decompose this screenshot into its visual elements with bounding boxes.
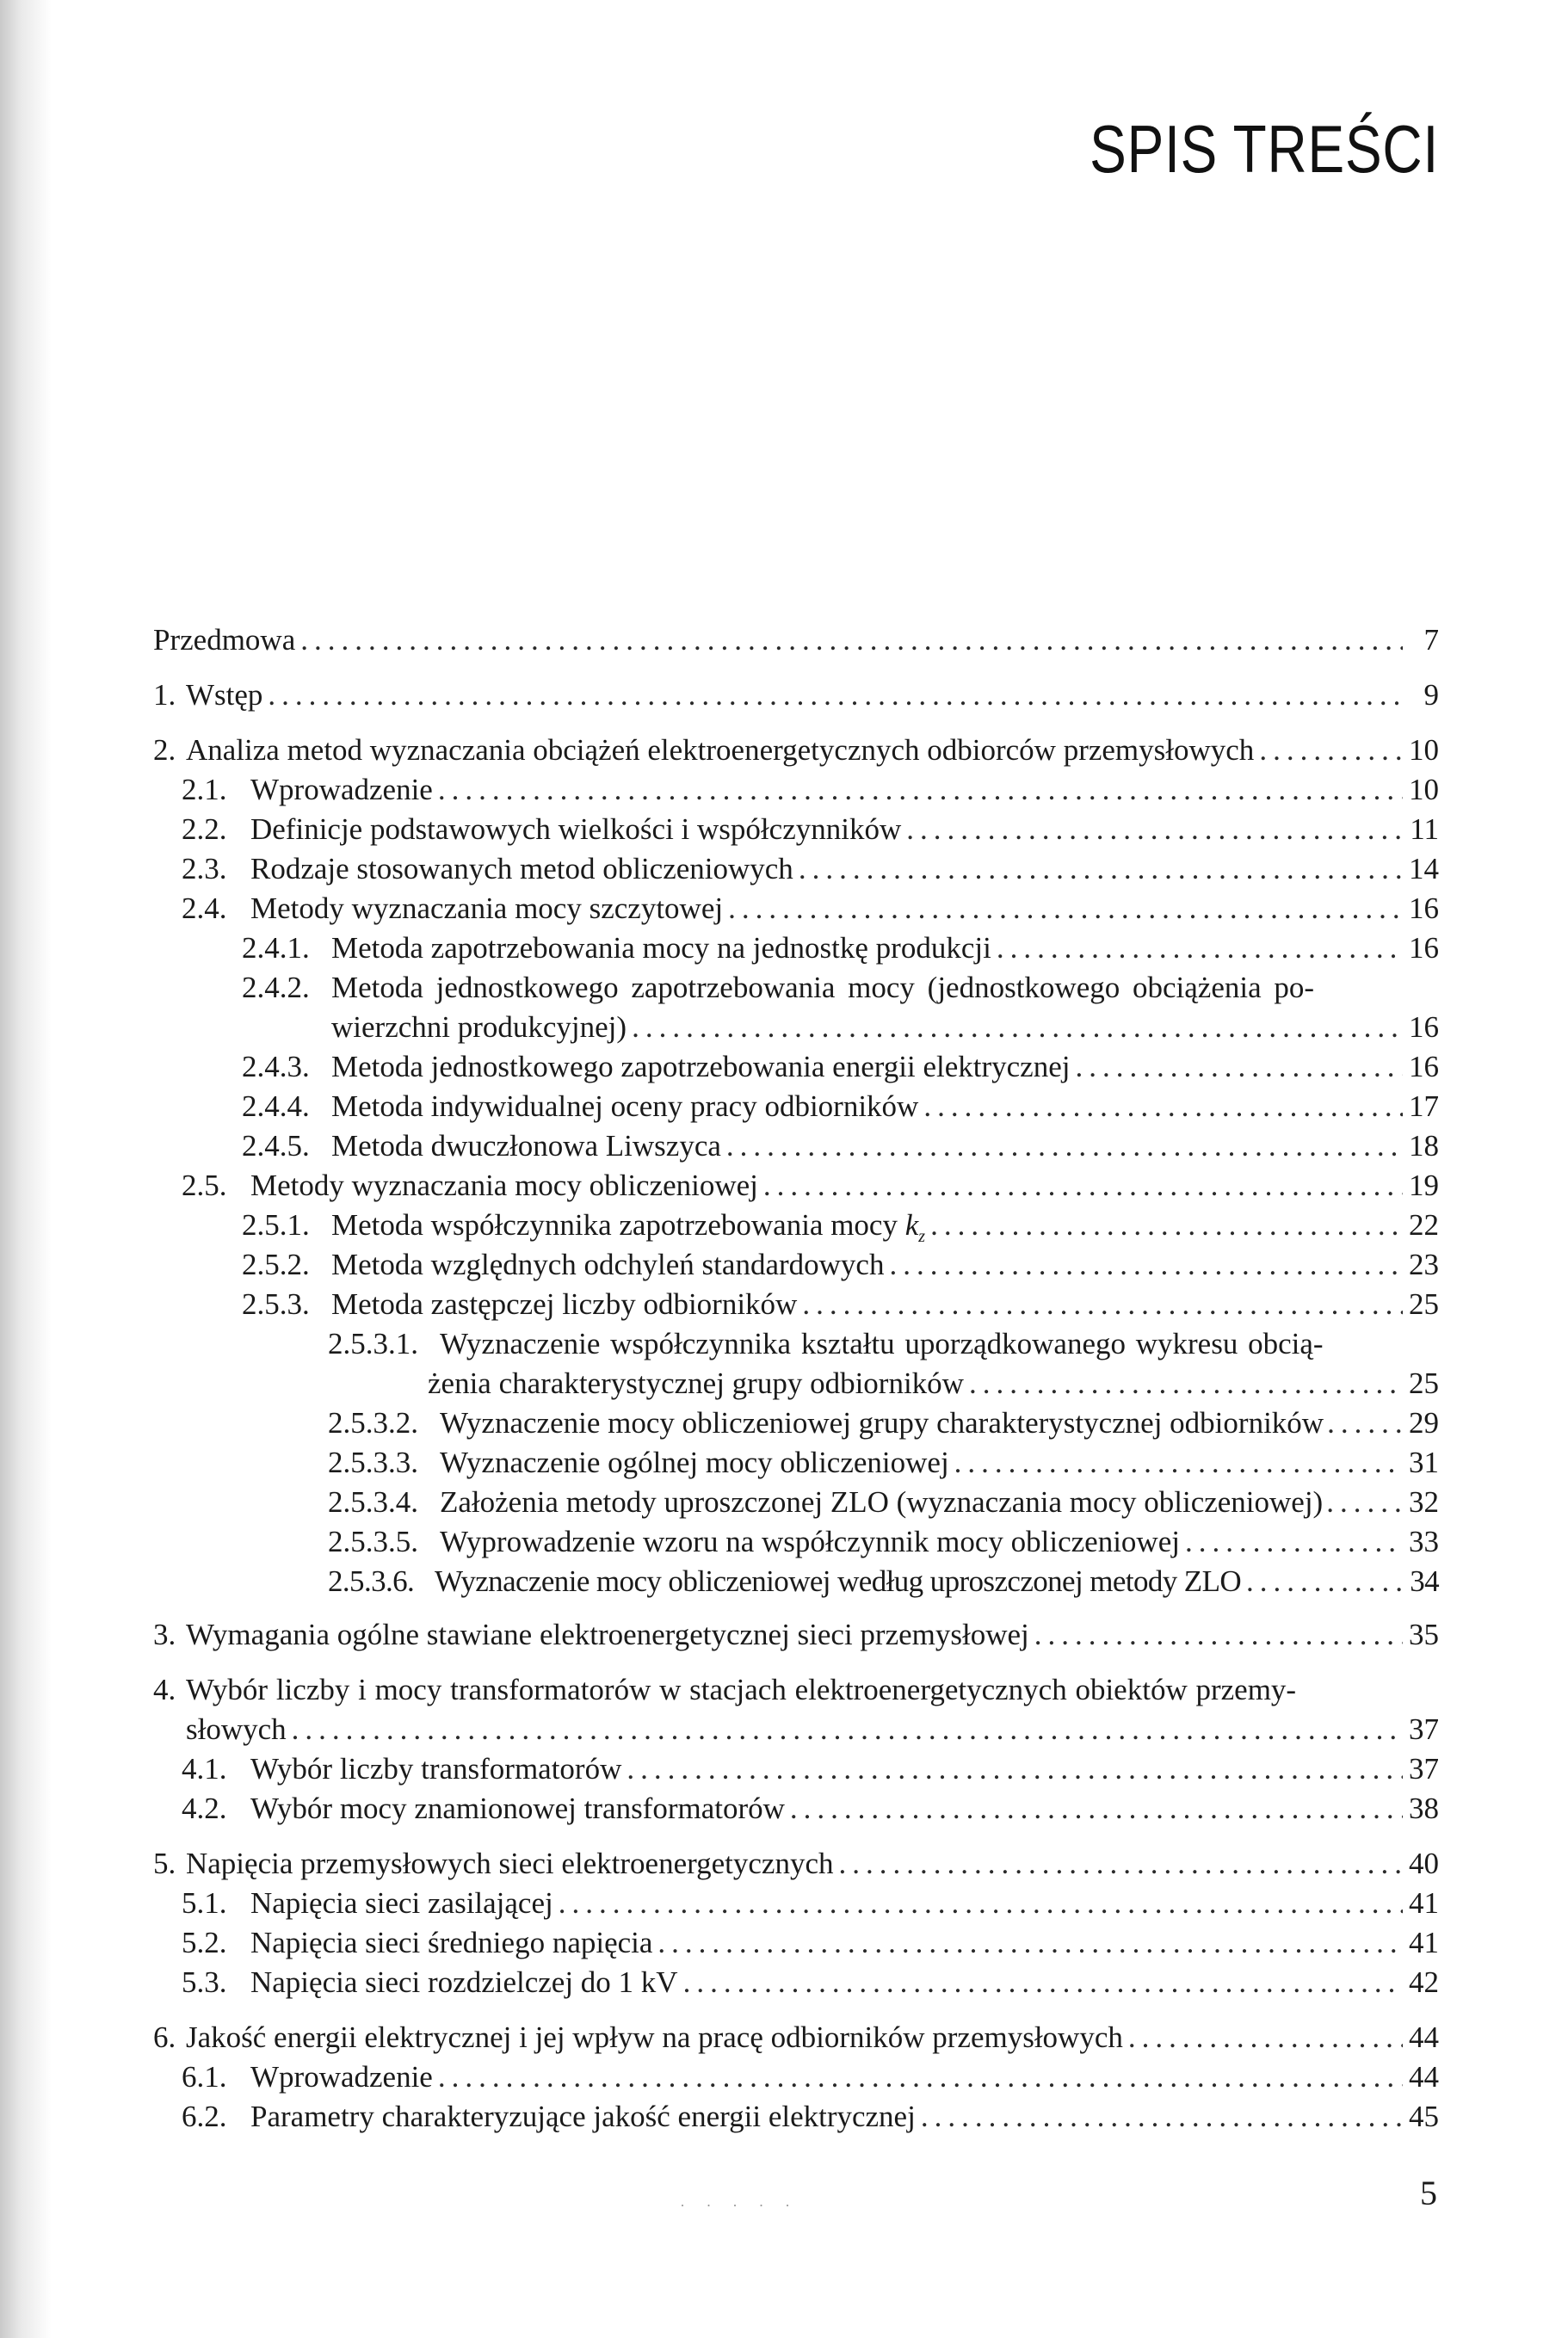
leader-dots — [889, 1246, 1403, 1284]
toc-entry-page: 14 — [1409, 852, 1439, 885]
toc-entry-2-5-3-6[interactable] — [328, 1563, 1439, 1601]
toc-entry-page: 19 — [1409, 1169, 1439, 1202]
toc-entry-text: Napięcia sieci rozdzielczej do 1 kV — [250, 1965, 678, 1999]
toc-entry-number: 2.4. — [182, 891, 227, 925]
toc-entry-4-2[interactable] — [182, 1790, 1439, 1828]
toc-entry-number: 5.1. — [182, 1886, 227, 1920]
toc-entry-1[interactable] — [153, 676, 1439, 714]
toc-entry-page: 34 — [1410, 1564, 1439, 1598]
toc-entry-page: 16 — [1409, 891, 1439, 925]
toc-entry-page: 29 — [1409, 1406, 1439, 1440]
toc-entry-text: Metoda zastępczej liczby odbiorników — [331, 1287, 798, 1321]
toc-entry-text: Napięcia przemysłowych sieci elektroenergetycznych — [186, 1847, 834, 1880]
toc-entry-5-1[interactable] — [182, 1885, 1439, 1922]
toc-entry-text: wierzchni produkcyjnej) — [331, 1010, 627, 1044]
toc-entry-4-1[interactable] — [182, 1750, 1439, 1788]
toc-entry-4[interactable] — [153, 1671, 1439, 1709]
toc-entry-number: 2.4.2. — [242, 971, 310, 1004]
leader-dots — [790, 1790, 1403, 1828]
toc-entry-page: 41 — [1409, 1886, 1439, 1920]
toc-entry-text: Wstęp — [186, 678, 263, 712]
toc-entry-2-4-2[interactable] — [242, 969, 1439, 1007]
leader-dots — [906, 811, 1403, 848]
toc-entry-number: 2.4.5. — [242, 1129, 310, 1163]
toc-entry-number: 2.3. — [182, 852, 227, 885]
toc-entry-page: 7 — [1423, 623, 1439, 657]
toc-entry-page: 37 — [1409, 1752, 1439, 1786]
toc-entry-5-2[interactable] — [182, 1924, 1439, 1962]
toc-entry-6[interactable] — [153, 2019, 1439, 2057]
toc-entry-text: Wyznaczenie mocy obliczeniowej według uproszczonej metody ZLO — [435, 1564, 1242, 1598]
leader-dots — [1075, 1048, 1403, 1086]
toc-entry-page: 38 — [1409, 1792, 1439, 1825]
toc-entry-5-3[interactable] — [182, 1964, 1439, 2002]
leader-dots — [268, 676, 1403, 714]
toc-entry-text: żenia charakterystycznej grupy odbiorników — [428, 1366, 964, 1400]
toc-entry-page: 35 — [1409, 1618, 1439, 1651]
toc-entry-5[interactable] — [153, 1845, 1439, 1883]
leader-dots — [923, 1088, 1403, 1126]
leader-dots — [726, 1127, 1403, 1165]
toc-entry-number: 1. — [153, 678, 176, 712]
toc-entry-text: Analiza metod wyznaczania obciążeń elektroenergetycznych odbiorców przemysłowych — [186, 733, 1255, 767]
toc-entry-page: 10 — [1409, 773, 1439, 806]
toc-entry-2-5-3-5[interactable] — [328, 1523, 1439, 1561]
toc-entry-page: 16 — [1409, 1010, 1439, 1044]
toc-entry-przedmowa[interactable] — [153, 621, 1439, 659]
toc-entry-text: Założenia metody uproszczonej ZLO (wyznaczania mocy obliczeniowej) — [440, 1485, 1324, 1519]
leader-dots — [657, 1924, 1403, 1962]
toc-entry-number: 2.2. — [182, 812, 227, 846]
toc-entry-number: 4.2. — [182, 1792, 227, 1825]
toc-entry-text: Wyznaczenie ogólnej mocy obliczeniowej — [440, 1446, 949, 1479]
toc-entry-text: Jakość energii elektrycznej i jej wpływ na pracę odbiorników przemysłowych — [186, 2020, 1123, 2054]
toc-entry-2-3[interactable] — [182, 850, 1439, 888]
toc-entry-number: 5. — [153, 1847, 176, 1880]
toc-entry-page: 25 — [1409, 1287, 1439, 1321]
toc-entry-2[interactable] — [153, 731, 1439, 769]
toc-entry-text: Parametry charakteryzujące jakość energii elektrycznej — [250, 2100, 916, 2133]
leader-dots — [627, 1750, 1403, 1788]
toc-entry-number: 2.5. — [182, 1169, 227, 1202]
toc-entry-2-4-3[interactable] — [242, 1048, 1439, 1086]
scan-edge-shadow — [0, 0, 52, 2338]
kz-symbol-subscript: z — [918, 1227, 926, 1246]
leader-dots — [921, 2098, 1403, 2136]
toc-entry-number: 6.2. — [182, 2100, 227, 2133]
toc-entry-number: 2.5.3.6. — [328, 1564, 415, 1598]
leader-dots — [763, 1167, 1403, 1205]
toc-entry-number: 5.3. — [182, 1965, 227, 1999]
leader-dots — [838, 1845, 1403, 1883]
toc-entry-page: 44 — [1409, 2060, 1439, 2094]
toc-entry-text: Metoda zapotrzebowania mocy na jednostkę produkcji — [331, 931, 991, 965]
toc-entry-text: Metody wyznaczania mocy obliczeniowej — [250, 1169, 758, 1202]
toc-entry-number: 2.5.3.3. — [328, 1446, 418, 1479]
toc-entry-page: 37 — [1409, 1712, 1439, 1746]
leader-dots — [292, 1711, 1403, 1749]
toc-entry-3[interactable] — [153, 1616, 1439, 1654]
toc-entry-2-5-3[interactable] — [242, 1286, 1439, 1323]
toc-entry-text: Metody wyznaczania mocy szczytowej — [250, 891, 724, 925]
toc-entry-6-1[interactable] — [182, 2058, 1439, 2096]
kz-symbol-letter: k — [904, 1208, 919, 1242]
toc-entry-number: 2.4.1. — [242, 931, 310, 965]
toc-entry-text: Wybór liczby i mocy transformatorów w stacjach elektroenergetycznych obiektów przemy- — [186, 1673, 1297, 1706]
toc-entry-number: 2.4.4. — [242, 1089, 310, 1123]
toc-entry-number: 6. — [153, 2020, 176, 2054]
toc-entry-text: Wyprowadzenie wzoru na współczynnik mocy obliczeniowej — [440, 1525, 1180, 1558]
toc-entry-number: 2.5.3.2. — [328, 1406, 418, 1440]
page-title: SPIS TREŚCI — [1090, 111, 1439, 187]
toc-entry-page: 44 — [1409, 2020, 1439, 2054]
toc-entry-number: 2.4.3. — [242, 1050, 310, 1083]
toc-entry-number: 6.1. — [182, 2060, 227, 2094]
toc-entry-2-5-3-4[interactable] — [328, 1484, 1439, 1521]
toc-entry-text: Metoda współczynnika zapotrzebowania mocy — [331, 1208, 898, 1242]
toc-entry-number: 3. — [153, 1618, 176, 1651]
toc-entry-text: Wybór liczby transformatorów — [250, 1752, 622, 1786]
leader-dots — [438, 771, 1403, 809]
leader-dots — [438, 2058, 1403, 2096]
leader-dots — [954, 1444, 1403, 1482]
toc-entry-text: Metoda względnych odchyleń standardowych — [331, 1248, 885, 1281]
toc-entry-page: 42 — [1409, 1965, 1439, 1999]
leader-dots — [728, 890, 1403, 928]
toc-entry-page: 16 — [1409, 1050, 1439, 1083]
toc-entry-2-5-2[interactable] — [242, 1246, 1439, 1284]
toc-entry-page: 11 — [1410, 812, 1439, 846]
toc-entry-number: 2.5.3.4. — [328, 1485, 418, 1519]
leader-dots — [1185, 1523, 1403, 1561]
toc-entry-text: Napięcia sieci zasilającej — [250, 1886, 553, 1920]
toc-entry-text: Metoda jednostkowego zapotrzebowania mocy (jednostkowego obciążenia po- — [331, 971, 1315, 1004]
toc-entry-text: Wprowadzenie — [250, 2060, 433, 2094]
leader-dots — [1327, 1404, 1404, 1442]
toc-entry-text: Wprowadzenie — [250, 773, 433, 806]
toc-entry-page: 23 — [1409, 1248, 1439, 1281]
toc-entry-text: Napięcia sieci średniego napięcia — [250, 1926, 653, 1959]
toc-entry-page: 10 — [1409, 733, 1439, 767]
leader-dots — [802, 1286, 1403, 1323]
toc-entry-page: 17 — [1409, 1089, 1439, 1123]
toc-entry-number: 5.2. — [182, 1926, 227, 1959]
toc-entry-page: 31 — [1409, 1446, 1439, 1479]
leader-dots — [1259, 731, 1403, 769]
toc-entry-number: 4.1. — [182, 1752, 227, 1786]
leader-dots — [300, 621, 1403, 659]
toc-entry-2-4-5[interactable] — [242, 1127, 1439, 1165]
leader-dots — [559, 1885, 1403, 1922]
toc-entry-text: Przedmowa — [153, 623, 296, 657]
leader-dots — [1246, 1563, 1403, 1601]
toc-entry-number: 4. — [153, 1673, 176, 1706]
leader-dots — [632, 1009, 1403, 1046]
toc-entry-number: 2.5.3.1. — [328, 1327, 418, 1360]
toc-entry-text: Metoda indywidualnej oceny pracy odbiorników — [331, 1089, 919, 1123]
toc-entry-page: 9 — [1423, 678, 1439, 712]
leader-dots — [930, 1206, 1403, 1244]
toc-entry-page: 45 — [1409, 2100, 1439, 2133]
toc-entry-page: 41 — [1409, 1926, 1439, 1959]
toc-entry-text: Wyznaczenie mocy obliczeniowej grupy charakterystycznej odbiorników — [440, 1406, 1324, 1440]
toc-entry-2-5-3-1-cont[interactable] — [428, 1365, 1439, 1403]
toc-entry-page: 22 — [1409, 1208, 1439, 1242]
page-number: 5 — [1420, 2174, 1437, 2212]
toc-entry-4-cont[interactable] — [186, 1711, 1439, 1749]
leader-dots — [1326, 1484, 1404, 1521]
toc-entry-text: Wymagania ogólne stawiane elektroenergetycznej sieci przemysłowej — [186, 1618, 1029, 1651]
toc-entry-number: 2.5.1. — [242, 1208, 310, 1242]
toc-entry-page: 40 — [1409, 1847, 1439, 1880]
toc-entry-2-2[interactable] — [182, 811, 1439, 848]
leader-dots — [969, 1365, 1403, 1403]
toc-entry-number: 2.5.2. — [242, 1248, 310, 1281]
toc-entry-number: 2.1. — [182, 773, 227, 806]
toc-entry-2-4[interactable] — [182, 890, 1439, 928]
leader-dots — [1128, 2019, 1403, 2057]
toc-entry-page: 25 — [1409, 1366, 1439, 1400]
leader-dots — [799, 850, 1403, 888]
toc-entry-2-4-1[interactable] — [242, 929, 1439, 967]
toc-entry-page: 32 — [1409, 1485, 1439, 1519]
leader-dots — [997, 929, 1403, 967]
toc-entry-2-5-3-3[interactable] — [328, 1444, 1439, 1482]
toc-entry-page: 18 — [1409, 1129, 1439, 1163]
toc-entry-2-5-3-1[interactable] — [328, 1325, 1439, 1363]
toc-entry-text: Metoda jednostkowego zapotrzebowania energii elektrycznej — [331, 1050, 1071, 1083]
toc-entry-2-5-3-2[interactable] — [328, 1404, 1439, 1442]
toc-entry-2-5[interactable] — [182, 1167, 1439, 1205]
toc-entry-6-2[interactable] — [182, 2098, 1439, 2136]
toc-entry-text: Wyznaczenie współczynnika kształtu uporządkowanego wykresu obcią- — [440, 1327, 1324, 1360]
toc-entry-text: Wybór mocy znamionowej transformatorów — [250, 1792, 785, 1825]
toc-entry-text: słowych — [186, 1712, 287, 1746]
toc-entry-page: 16 — [1409, 931, 1439, 965]
toc-entry-number: 2.5.3.5. — [328, 1525, 418, 1558]
scan-speckle: · · · · · — [680, 2197, 799, 2214]
leader-dots — [1034, 1616, 1403, 1654]
toc-entry-2-1[interactable] — [182, 771, 1439, 809]
toc-entry-2-4-4[interactable] — [242, 1088, 1439, 1126]
leader-dots — [683, 1964, 1403, 2002]
toc-entry-text: Definicje podstawowych wielkości i współczynników — [250, 812, 902, 846]
toc-entry-text: Rodzaje stosowanych metod obliczeniowych — [250, 852, 793, 885]
toc-entry-text: Metoda dwuczłonowa Liwszyca — [331, 1129, 721, 1163]
toc-entry-number: 2.5.3. — [242, 1287, 310, 1321]
toc-entry-page: 33 — [1409, 1525, 1439, 1558]
toc-entry-2-4-2-cont[interactable] — [331, 1009, 1439, 1046]
toc-entry-number: 2. — [153, 733, 176, 767]
